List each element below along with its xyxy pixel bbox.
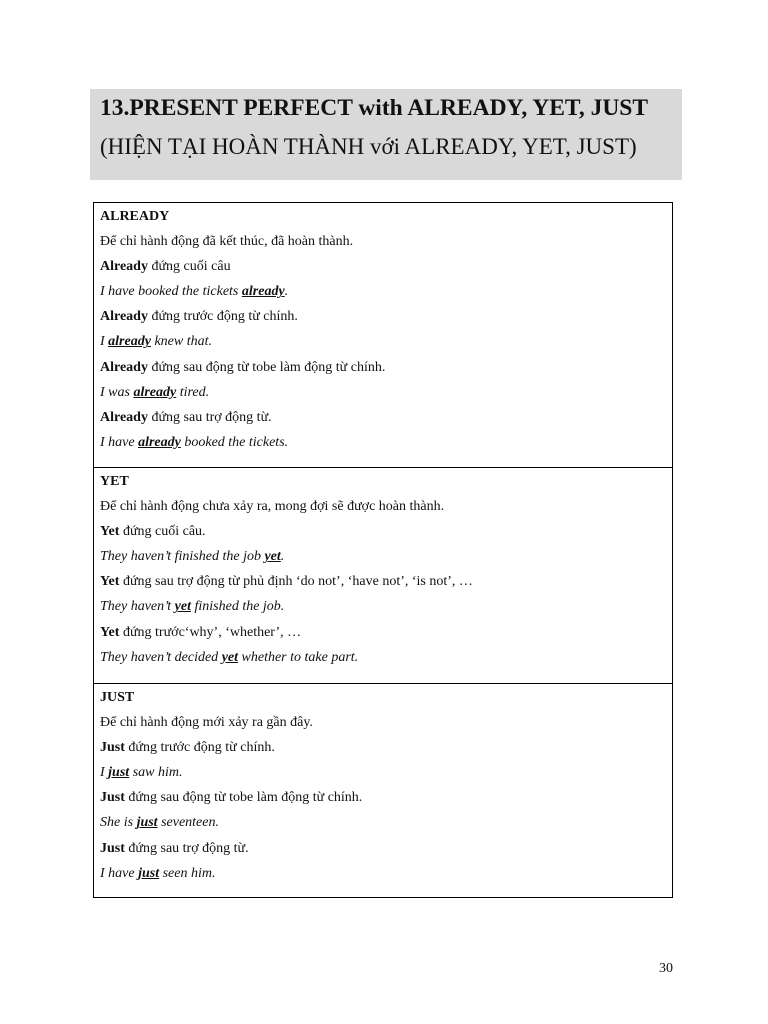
rule-text: đứng sau trợ động từ phủ định ‘do not’, ‘have not’, ‘is not’, …: [119, 574, 473, 590]
rule-text: đứng cuối câu.: [119, 524, 206, 540]
example-line: [100, 866, 666, 891]
rule-text: đứng sau động từ tobe làm động từ chính.: [124, 790, 363, 806]
example-keyword: yet: [264, 549, 281, 565]
example-keyword: already: [138, 434, 181, 450]
example-text: seventeen.: [157, 815, 219, 831]
rule-line: [100, 625, 666, 650]
section-yet: [94, 467, 672, 683]
example-text: I: [100, 334, 109, 350]
page-title: 13.PRESENT PERFECT with ALREADY, YET, JUST: [100, 95, 649, 121]
rule-keyword: Just: [100, 790, 125, 806]
example-text: tired.: [176, 384, 210, 400]
example-text: saw him.: [129, 765, 183, 781]
rule-text: đứng sau trợ động từ.: [147, 409, 272, 425]
rule-line: [100, 841, 666, 866]
rule-line: [100, 259, 666, 284]
example-keyword: yet: [221, 649, 239, 665]
rule-text: đứng trước động từ chính.: [147, 309, 298, 325]
usage-note: Để chỉ hành động chưa xảy ra, mong đợi sẽ được hoàn thành.: [100, 499, 445, 515]
title-box: [90, 89, 682, 180]
rule-text: đứng sau động từ tobe làm động từ chính.: [147, 359, 386, 375]
rule-keyword: Just: [100, 840, 125, 856]
section-heading: YET: [100, 474, 129, 489]
example-line: [100, 815, 666, 840]
rule-line: [100, 790, 666, 815]
example-line: [100, 385, 666, 410]
rule-text: đứng cuối câu: [147, 259, 231, 275]
page-number: 30: [659, 961, 673, 976]
example-keyword: just: [136, 815, 158, 831]
example-keyword: already: [241, 284, 285, 300]
section-already: [94, 203, 672, 467]
section-heading: ALREADY: [100, 209, 170, 224]
example-line: [100, 650, 666, 675]
example-text: They haven’t decided: [100, 649, 222, 665]
example-line: [100, 599, 666, 624]
example-line: [100, 334, 666, 359]
example-text: I have: [100, 434, 139, 450]
rule-text: đứng trước động từ chính.: [124, 740, 275, 756]
example-keyword: just: [108, 765, 130, 781]
example-line: [100, 284, 666, 309]
example-keyword: already: [108, 334, 151, 350]
section-heading: JUST: [100, 690, 135, 705]
example-line: [100, 549, 666, 574]
usage-note: Để chỉ hành động đã kết thúc, đã hoàn thành.: [100, 234, 354, 250]
usage-note: Để chỉ hành động mới xảy ra gần đây.: [100, 715, 313, 731]
rule-text: đứng sau trợ động từ.: [124, 840, 249, 856]
example-text: They haven’t: [100, 599, 175, 615]
rule-keyword: Already: [100, 409, 148, 425]
example-text: I have booked the tickets: [100, 284, 242, 300]
rule-line: [100, 574, 666, 599]
rule-line: [100, 360, 666, 385]
example-text: .: [284, 284, 289, 300]
rule-line: [100, 410, 666, 435]
example-text: I was: [100, 384, 134, 400]
rule-line: [100, 309, 666, 334]
rule-keyword: Yet: [100, 524, 120, 540]
example-keyword: yet: [174, 599, 191, 615]
example-text: knew that.: [150, 334, 212, 350]
rule-keyword: Just: [100, 740, 125, 756]
example-text: finished the job.: [190, 599, 285, 615]
example-text: I have: [100, 865, 139, 881]
example-text: She is: [100, 815, 137, 831]
example-line: [100, 765, 666, 790]
section-just: [94, 683, 672, 897]
example-text: booked the tickets.: [180, 434, 289, 450]
rule-keyword: Already: [100, 259, 148, 275]
rule-line: [100, 524, 666, 549]
example-keyword: just: [138, 865, 160, 881]
example-line: [100, 435, 666, 460]
example-text: I: [100, 765, 109, 781]
example-text: They haven’t finished the job: [100, 549, 265, 565]
rule-keyword: Already: [100, 309, 148, 325]
example-text: seen him.: [159, 865, 216, 881]
rule-text: đứng trước‘why’, ‘whether’, …: [119, 624, 302, 640]
rule-keyword: Yet: [100, 624, 120, 640]
grammar-table: [93, 202, 673, 898]
rule-keyword: Yet: [100, 574, 120, 590]
example-keyword: already: [133, 384, 177, 400]
rule-line: [100, 740, 666, 765]
example-text: .: [280, 549, 285, 565]
page-subtitle: (HIỆN TẠI HOÀN THÀNH với ALREADY, YET, JUST): [100, 134, 637, 159]
rule-keyword: Already: [100, 359, 148, 375]
example-text: whether to take part.: [238, 649, 359, 665]
